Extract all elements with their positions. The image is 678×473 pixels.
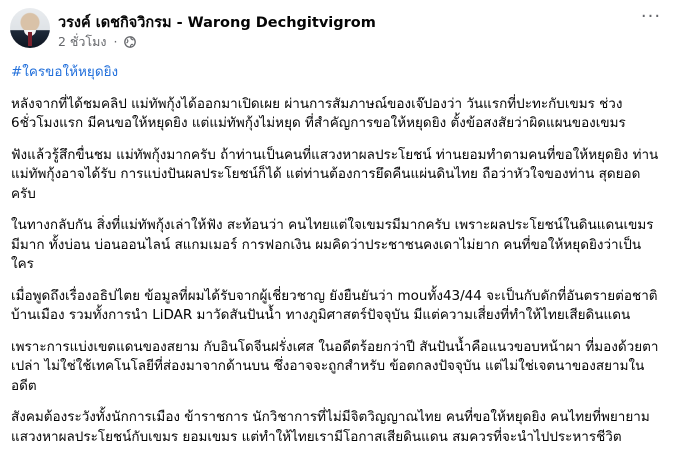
post-body bbox=[11, 63, 661, 459]
meta-separator: · bbox=[113, 34, 118, 49]
author-avatar[interactable] bbox=[10, 8, 50, 48]
globe-icon[interactable] bbox=[124, 36, 136, 51]
author-name[interactable]: วรงค์ เดชกิจวิกรม - Warong Dechgitvigrom bbox=[58, 15, 376, 31]
post-paragraph-1: หลังจากที่ได้ชมคลิป แม่ทัพกุ้งได้ออกมาเปิดเผย ผ่านการสัมภาษณ์ของเจ๊ปองว่า วันแรกที่ปะทะกับเขมร ช่วง 6ชั่วโมงแรก มีคนขอให้หยุดยิง แต่แม่ทัพกุ้งไม่หยุด ที่สำคัญการขอให้หยุดยิง ตั้งข้อสงสัยว่าผิดแผนของเขมร bbox=[11, 95, 626, 131]
more-options-icon[interactable]: ··· bbox=[640, 6, 662, 27]
post-timestamp[interactable]: 2 ชั่วโมง bbox=[58, 34, 107, 49]
post-paragraph-2: ฟังแล้วรู้สึกขื่นชม แม่ทัพกุ้งมากครับ ถ้าท่านเป็นคนที่แสวงหาผลประโยชน์ ท่านยอมทำตามคนที่ขอให้หยุดยิง ท่านแม่ทัพกุ้งอาจได้รับ การแบ่งปันผลประโยชน์ก็ได้ แต่ท่านต้องการยึดคืนแผ่นดินไทย ถือว่าหัวใจของท่าน สุดยอดครับ bbox=[11, 146, 659, 202]
post-meta bbox=[58, 32, 136, 52]
post-paragraph-5: เพราะการแบ่งเขตแดนของสยาม กับอินโดจีนฝรั่งเศส ในอดีตร้อยกว่าปี สันปันน้ำคือแนวขอบหน้าผา ที่มองด้วยตาเปล่า ไม่ใช่ใช้เทคโนโลยีที่ส่องมาจากด้านบน ซึ่งอาจจะถูกสำหรับ ข้อตกลงปัจจุบัน แต่ไม่ใช่เจตนาของสยามในอดีต bbox=[11, 338, 659, 394]
avatar-tie bbox=[28, 32, 32, 46]
hashtag-link[interactable]: #ใครขอให้หยุดยิง bbox=[11, 64, 119, 80]
post-paragraph-3: ในทางกลับกัน สิ่งที่แม่ทัพกุ้งเล่าให้ฟัง สะท้อนว่า คนไทยแต่ใจเขมรมีมากครับ เพราะผลประโยชน์ในดินแดนเขมรมีมาก ทั้งบ่อน บ่อนออนไลน์ สแกมเมอร์ การฟอกเงิน ผมคิดว่าประชาชนคงเดาไม่ยาก คนที่ขอให้หยุดยิงว่าเป็นใคร bbox=[11, 217, 654, 272]
post-paragraph-4: เมื่อพูดถึงเรื่องอธิปไตย ข้อมูลที่ผมได้รับจากผู้เชี่ยวชาญ ยังยืนยันว่า mouทั้ง43/44 จะเป็นกับดักที่อันตรายต่อชาติบ้านเมือง รวมทั้งการนำ LiDAR มาวัดสันปันน้ำ ทางภูมิศาสตร์ปัจจุบัน มีแต่ความเสี่ยงที่ทำให้ไทยเสียดินแดน bbox=[11, 287, 658, 323]
post-header bbox=[10, 8, 668, 52]
post-paragraph-6: สังคมต้องระวังทั้งนักการเมือง ข้าราชการ นักวิชาการที่ไม่มีจิตวิญญาณไทย คนที่ขอให้หยุดยิง คนไทยที่พยายามแสวงหาผลประโยชน์กับเขมร ยอมเขมร แต่ทำให้ไทยเรามีโอกาสเสียดินแดน สมควรที่จะนำไปประหารชีวิต bbox=[11, 409, 650, 445]
